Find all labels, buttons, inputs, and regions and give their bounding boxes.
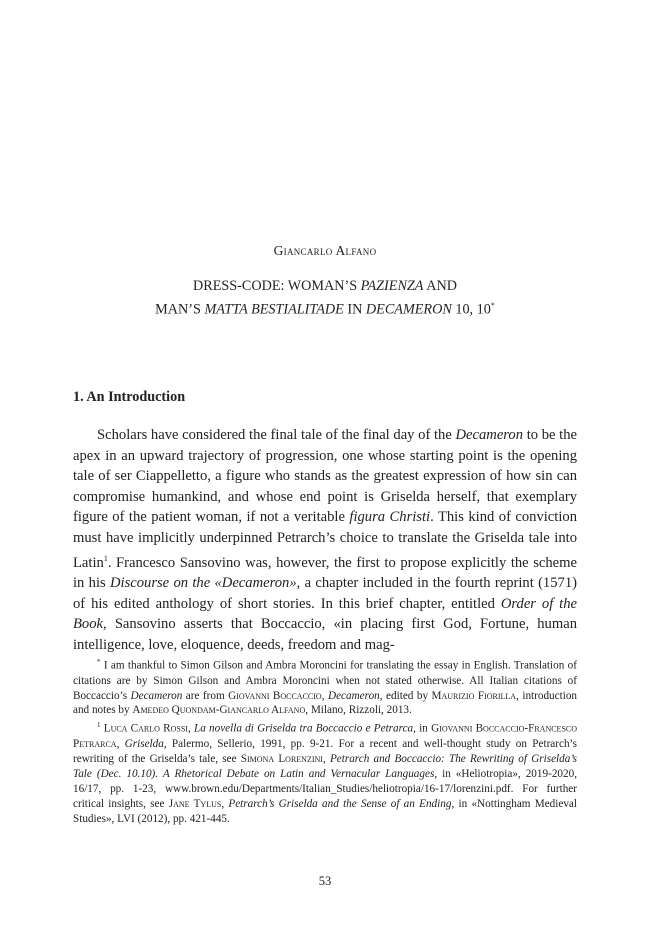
smallcaps-run: Maurizio Fiorilla <box>431 689 517 702</box>
footnote-1 <box>73 718 577 826</box>
italic-run: Order of the Book <box>73 595 578 633</box>
footnote-ref: 1 <box>103 553 108 563</box>
title-footnote-mark: * <box>490 301 495 310</box>
smallcaps-run: Giovanni Boccaccio <box>228 689 322 702</box>
footnotes <box>73 655 577 826</box>
title-text: AND <box>423 278 457 294</box>
text-run: I am thankful to Simon Gilson and Ambra Moroncini for translating the essay in English. Translation of citations are by Simon Gilson and Ambra Moroncini when not stated otherwise. All Italian citations of Boccaccio’s <box>73 659 577 702</box>
title-italic: PAZIENZA <box>360 278 424 294</box>
italic-run: Griselda <box>124 738 164 750</box>
title-text: 10, 10 <box>451 301 491 318</box>
text-run: . This kind of conviction must have implicitly underpinned Petrarch’s choice to translate the Griselda tale into Latin <box>73 509 577 571</box>
smallcaps-run: Luca Carlo Rossi <box>103 723 188 736</box>
text-run: are from <box>182 689 229 702</box>
text-run: Scholars have considered the final tale of the final day of the <box>97 427 456 443</box>
text-run: , <box>116 738 125 750</box>
footnote-mark: * <box>97 658 101 666</box>
title-line-1 <box>0 276 650 296</box>
italic-run: Petrarch and Boccaccio: The Rewriting of Griselda’s Tale (Dec. 10.10). A Rhetorical Debate on Latin and Vernacular Languages <box>73 752 577 780</box>
italic-run: Petrarch’s Griselda and the Sense of an Ending <box>228 797 452 810</box>
italic-run: Decameron <box>130 689 183 702</box>
text-run: to be the apex in an upward trajectory of progression, one whose starting point is the opening tale of ser Ciappelletto, a figure who stands as the greatest expression of how sin can compromise humankind, and whose end point is Griselda herself, that exemplary figure of the patient woman, if not a veritable <box>73 427 577 526</box>
italic-run: Discourse on the «Decameron» <box>109 575 297 592</box>
text-run: , edited by <box>379 689 432 702</box>
body-paragraph <box>73 425 577 655</box>
title-italic: MATTA BESTIALITADE <box>204 301 344 318</box>
text-run: , <box>221 797 229 810</box>
text-run: , introduction and notes by <box>73 689 578 717</box>
footnote-mark: 1 <box>97 721 101 730</box>
italic-run: Decameron <box>455 427 524 443</box>
smallcaps-run: Simona Lorenzini <box>240 752 323 765</box>
smallcaps-run: Giovanni Boccaccio-Francesco Petrarca <box>73 723 578 750</box>
author-name: Giancarlo Alfano <box>273 243 377 258</box>
text-run: , Sansovino asserts that Boccaccio, «in placing first God, Fortune, human intelligence, love, eloquence, deeds, freedom and mag- <box>73 616 577 653</box>
text-run: , in «Nottingham Medieval Studies», LVI (2012), pp. 421-445. <box>73 797 578 825</box>
text-run: , in «Heliotropia», 2019-2020, 16/17, pp. 1-23, www.brown.edu/Departments/Italian_Studies/heliotropia/16-17/lorenzini.pdf. For further critical insights, see <box>73 767 577 810</box>
italic-run: Decameron <box>327 689 380 702</box>
title-text: IN <box>343 301 366 318</box>
text-run: , <box>321 689 328 702</box>
footnote-star <box>73 655 577 718</box>
smallcaps-run: Amedeo Quondam-Giancarlo Alfano <box>132 704 306 717</box>
italic-run: La novella di Griselda tra Boccaccio e Petrarca <box>193 723 414 736</box>
text-run: , Milano, Rizzoli, 2013. <box>305 704 412 717</box>
text-run: , a chapter included in the fourth reprint (1571) of his edited anthology of short stories. In this brief chapter, entitled <box>73 575 577 612</box>
smallcaps-run: Jane Tylus <box>168 797 222 810</box>
text-run: , in <box>413 723 432 736</box>
text-run: , <box>187 723 194 736</box>
italic-run: figura Christi <box>349 509 431 526</box>
text-run: , <box>322 752 330 765</box>
title-line-2 <box>0 296 650 320</box>
section-heading: 1. An Introduction <box>73 389 186 405</box>
title-italic: DECAMERON <box>365 301 452 318</box>
title-text: DRESS-CODE: WOMAN’S <box>193 278 361 294</box>
page-number: 53 <box>318 874 332 888</box>
text-run: . Francesco Sansovino was, however, the first to propose explicitly the scheme in his <box>73 554 577 592</box>
title-text: MAN’S <box>155 301 205 318</box>
body-text <box>73 425 577 655</box>
article-title <box>0 276 650 320</box>
text-run: , Palermo, Sellerio, 1991, pp. 9-21. For a recent and well-thought study on Petrarch’s rewriting of the Griselda’s tale, see <box>73 738 578 765</box>
